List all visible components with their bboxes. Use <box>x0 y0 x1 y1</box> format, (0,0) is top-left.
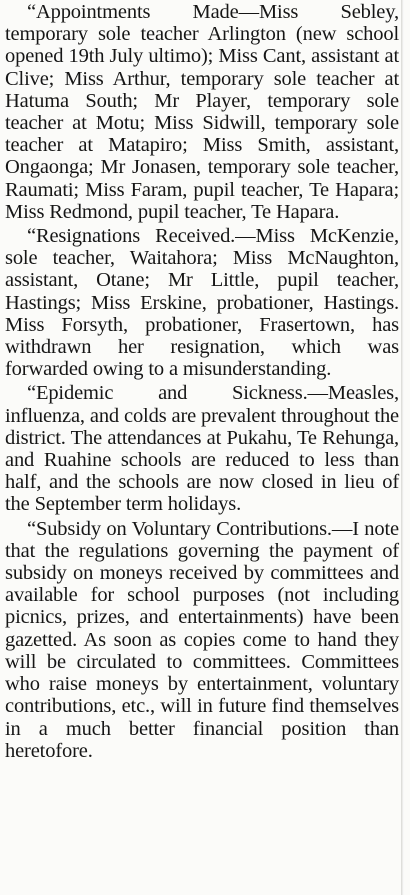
paragraph-epidemic: “Epidemic and Sickness.—Measles, influenza, and colds are prevalent throughout the district. The attendances at Pukahu, Te Rehunga, and Ruahine schools are reduced to less than half, and the schools are now closed in lieu of the September term holidays. <box>5 382 399 516</box>
paragraph-subsidy: “Subsidy on Voluntary Contributions.—I note that the regulations governing the payment of subsidy on moneys received by committees and available for school purposes (not including picnics, prizes, and entertainments) have been gazetted. As soon as copies come to hand they will be circulated to committees. Committees who raise moneys by entertainment, voluntary contributions, etc., will in future find themselves in a much better financial position than heretofore. <box>5 517 399 762</box>
paragraph-resignations: “Resignations Received.—Miss McKenzie, sole teacher, Waitahora; Miss McNaughton, assistant, Otane; Mr Little, pupil teacher, Hastings; Miss Erskine, probationer, Hastings. Miss Forsyth, probationer, Frasertown, has withdrawn her resignation, which was forwarded owing to a misunderstanding. <box>5 225 399 381</box>
paragraph-appointments: “Appointments Made—Miss Sebley, temporary sole teacher Arlington (new school opened 19th July ultimo); Miss Cant, assistant at Clive; Miss Arthur, temporary sole teacher at Hatuma South; Mr Player, temporary sole teacher at Motu; Miss Sidwill, temporary sole teacher at Matapiro; Miss Smith, assistant, Ongaonga; Mr Jonasen, temporary sole teacher, Raumati; Miss Faram, pupil teacher, Te Hapara; Miss Redmond, pupil teacher, Te Hapara. <box>5 1 399 223</box>
article-body <box>5 1 399 762</box>
column-rule <box>401 0 404 895</box>
